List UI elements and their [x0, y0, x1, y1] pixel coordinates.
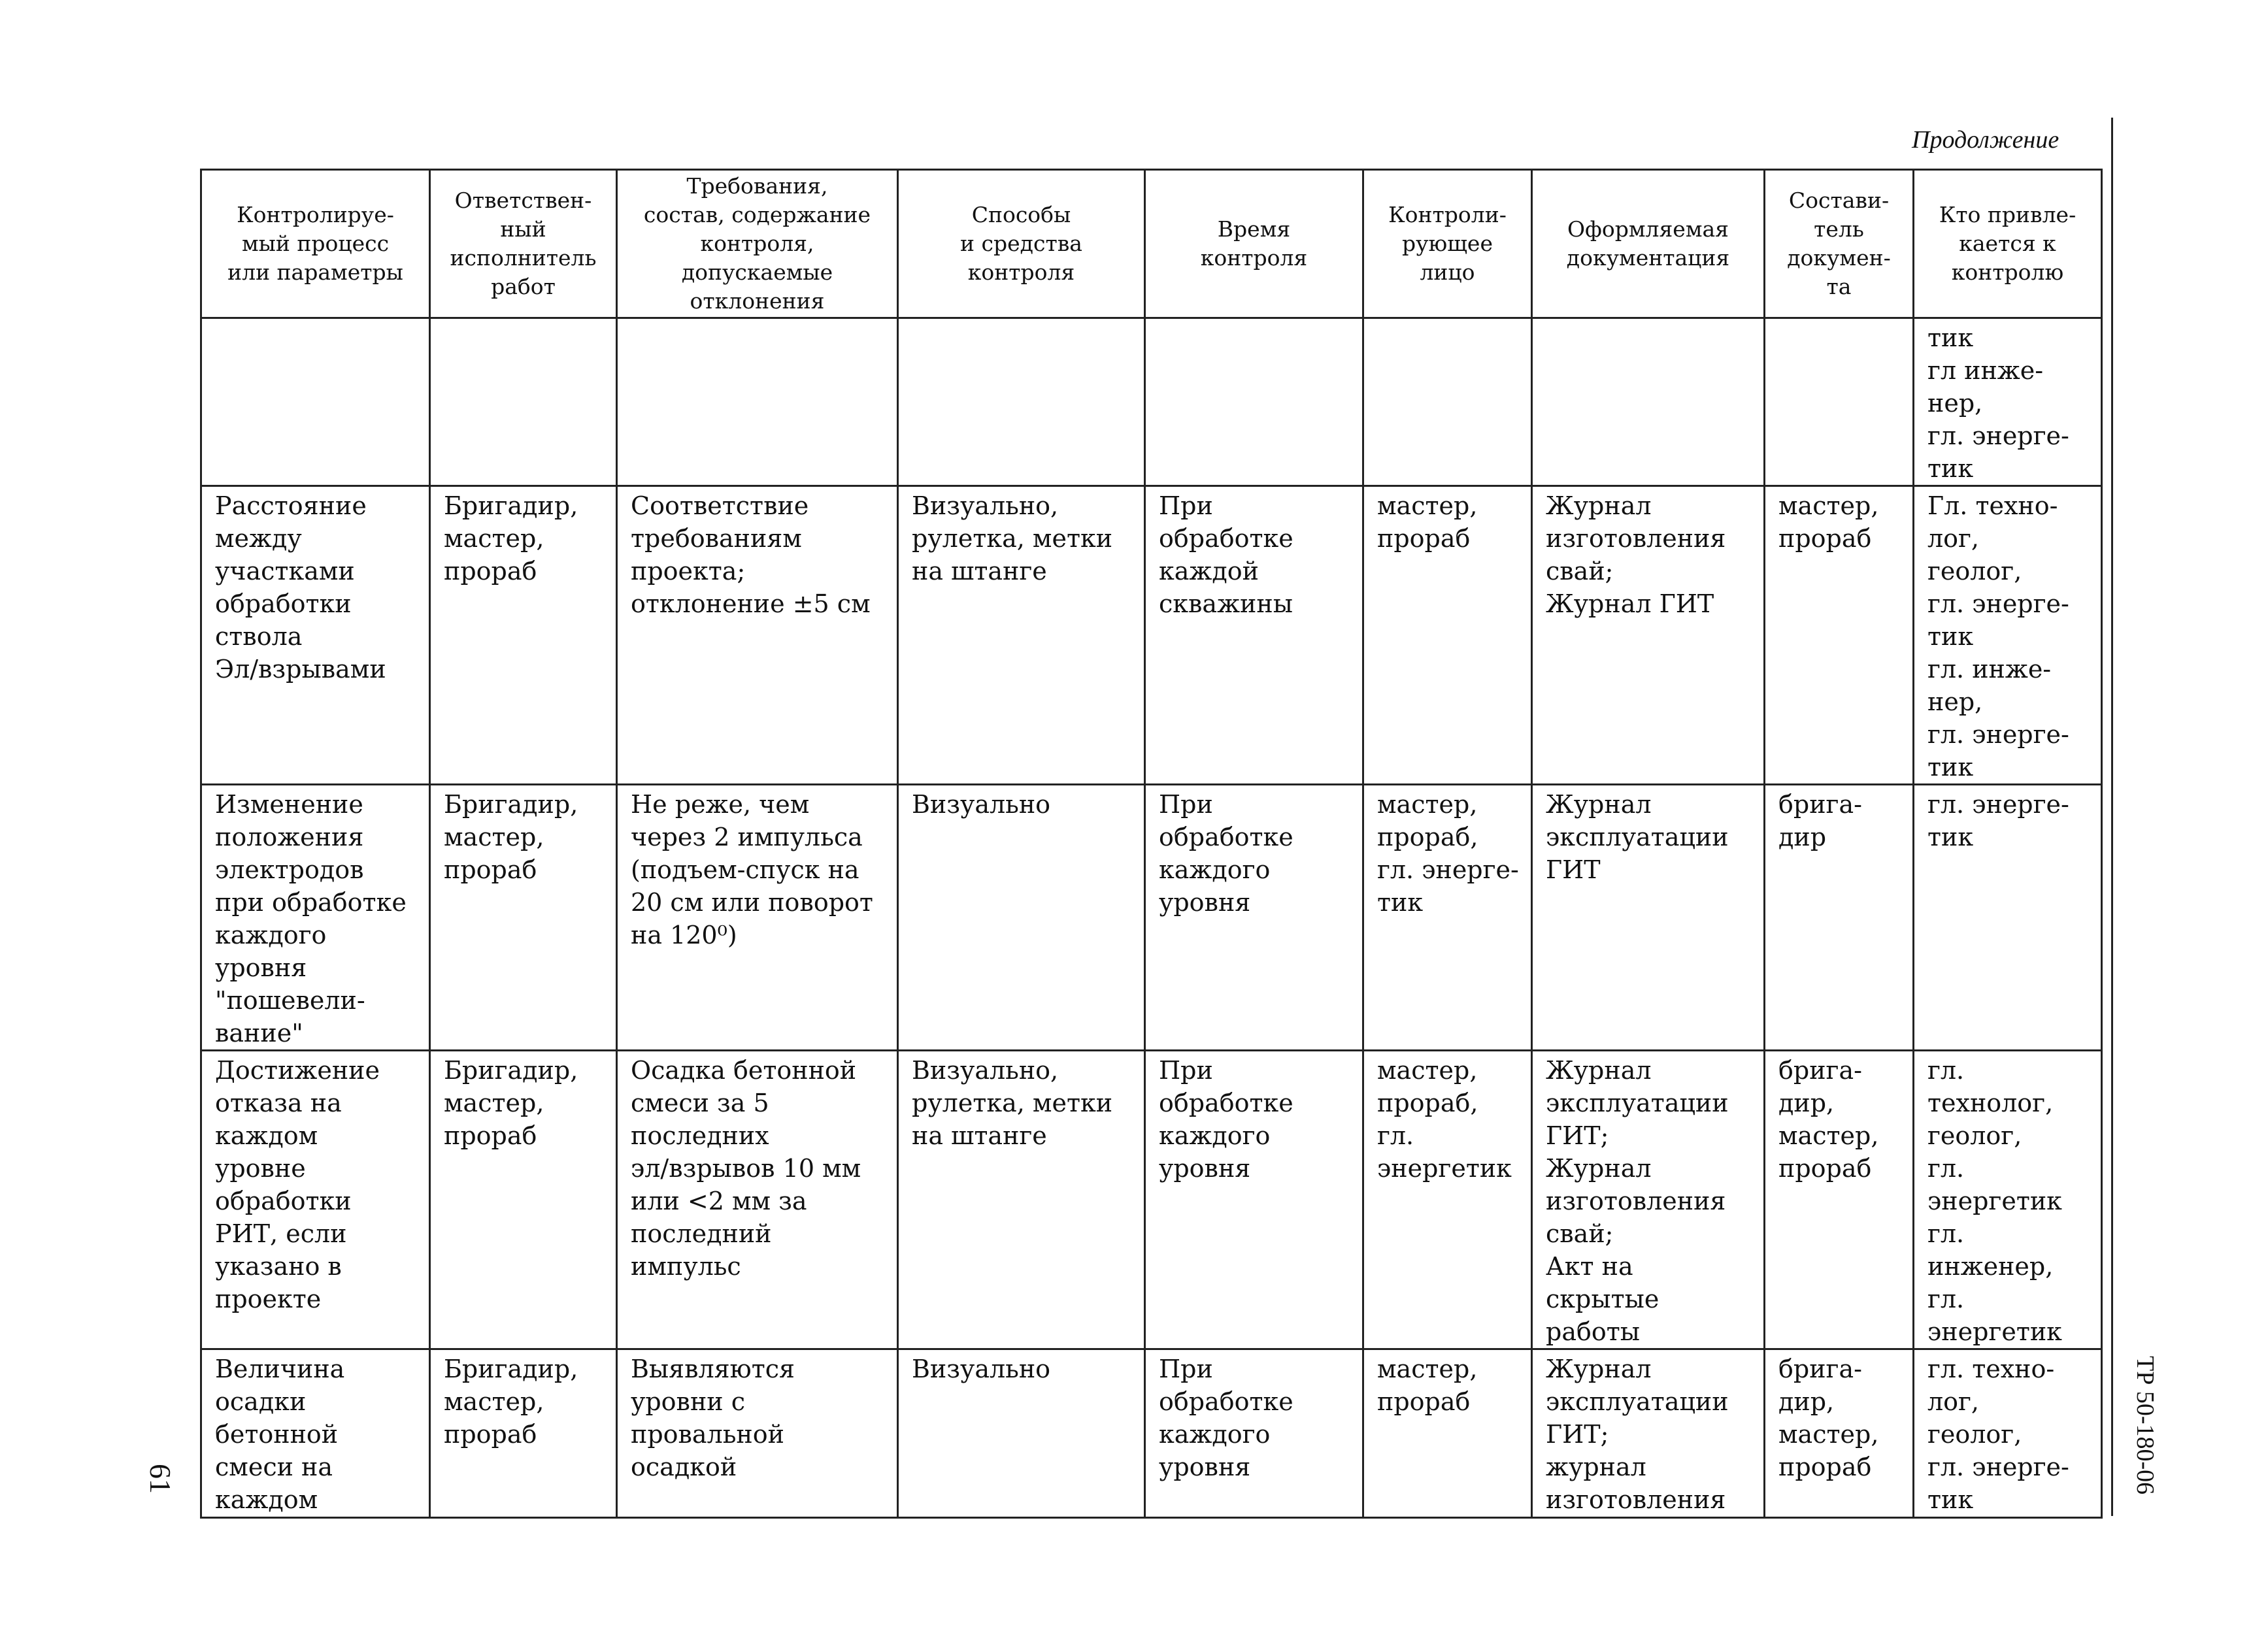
table-cell: Визуально, рулетка, метки на штанге: [898, 486, 1145, 785]
table-row: [201, 785, 2102, 1051]
continuation-label: Продолжение: [1912, 126, 2060, 154]
table-header-row: [201, 170, 2102, 318]
document-code: ТР 50-180-06: [2131, 1356, 2159, 1495]
table-row: [201, 1051, 2102, 1349]
table-cell: [1532, 318, 1765, 486]
table-cell: Визуально, рулетка, метки на штанге: [898, 1051, 1145, 1349]
table-cell: брига- дир: [1765, 785, 1914, 1051]
table-cell: При обработке каждой скважины: [1145, 486, 1363, 785]
table-cell: Бригадир, мастер, прораб: [430, 1349, 617, 1518]
table-cell: мастер, прораб, гл. энерге- тик: [1363, 785, 1532, 1051]
table-cell: тик гл инже- нер, гл. энерге- тик: [1914, 318, 2102, 486]
table-cell: При обработке каждого уровня: [1145, 785, 1363, 1051]
table-cell: [1765, 318, 1914, 486]
table-cell: Осадка бетонной смеси за 5 последних эл/взрывов 10 мм или <2 мм за последний импульс: [617, 1051, 898, 1349]
table-cell: Соответствие требованиям проекта; отклонение ±5 см: [617, 486, 898, 785]
table-cell: При обработке каждого уровня: [1145, 1051, 1363, 1349]
table-cell: Визуально: [898, 1349, 1145, 1518]
table-cell: Бригадир, мастер, прораб: [430, 486, 617, 785]
table-cell: гл. техно- лог, геолог, гл. энерге- тик: [1914, 1349, 2102, 1518]
header-cell-documentation: Оформляемая документация: [1532, 170, 1765, 318]
table-cell: мастер, прораб, гл. энергетик: [1363, 1051, 1532, 1349]
table-row: [201, 318, 2102, 486]
page-number: 61: [144, 1464, 177, 1494]
table-cell: брига- дир, мастер, прораб: [1765, 1051, 1914, 1349]
header-cell-time: Время контроля: [1145, 170, 1363, 318]
table-cell: [1363, 318, 1532, 486]
table-cell: Не реже, чем через 2 импульса (подъем-спуск на 20 см или поворот на 120⁰): [617, 785, 898, 1051]
header-cell-requirements: Требования, состав, содержание контроля, допускаемые отклонения: [617, 170, 898, 318]
table-cell: [898, 318, 1145, 486]
table-cell: Изменение положения электродов при обработке каждого уровня "пошевели- вание": [201, 785, 430, 1051]
table-cell: гл. энерге- тик: [1914, 785, 2102, 1051]
table-cell: Журнал эксплуатации ГИТ; Журнал изготовления свай; Акт на скрытые работы: [1532, 1051, 1765, 1349]
table-cell: Журнал эксплуатации ГИТ; журнал изготовления: [1532, 1349, 1765, 1518]
header-cell-controller: Контроли- рующее лицо: [1363, 170, 1532, 318]
table-row: [201, 1349, 2102, 1518]
table-cell: Бригадир, мастер, прораб: [430, 1051, 617, 1349]
quality-control-table: [200, 169, 2103, 1519]
table-cell: Величина осадки бетонной смеси на каждом: [201, 1349, 430, 1518]
table-cell: гл. технолог, геолог, гл. энергетик гл. инженер, гл. энергетик: [1914, 1051, 2102, 1349]
table-cell: мастер, прораб: [1765, 486, 1914, 785]
table-cell: Гл. техно- лог, геолог, гл. энерге- тик гл. инже- нер, гл. энерге- тик: [1914, 486, 2102, 785]
table-cell: Визуально: [898, 785, 1145, 1051]
table-cell: Расстояние между участками обработки ствола Эл/взрывами: [201, 486, 430, 785]
table-cell: мастер, прораб: [1363, 1349, 1532, 1518]
table-cell: Бригадир, мастер, прораб: [430, 785, 617, 1051]
header-cell-methods: Способы и средства контроля: [898, 170, 1145, 318]
table-cell: [201, 318, 430, 486]
table-cell: Достижение отказа на каждом уровне обработки РИТ, если указано в проекте: [201, 1051, 430, 1349]
header-cell-doc-author: Состави- тель докумен- та: [1765, 170, 1914, 318]
table-cell: [617, 318, 898, 486]
header-cell-executor: Ответствен- ный исполнитель работ: [430, 170, 617, 318]
page-margin-rule: [2111, 118, 2113, 1516]
table-cell: При обработке каждого уровня: [1145, 1349, 1363, 1518]
header-cell-involved: Кто привле- кается к контролю: [1914, 170, 2102, 318]
table-cell: [430, 318, 617, 486]
table-cell: [1145, 318, 1363, 486]
table-cell: Журнал изготовления свай; Журнал ГИТ: [1532, 486, 1765, 785]
table-cell: мастер, прораб: [1363, 486, 1532, 785]
table-cell: Выявляются уровни с провальной осадкой: [617, 1349, 898, 1518]
header-cell-process: Контролируе- мый процесс или параметры: [201, 170, 430, 318]
table-cell: Журнал эксплуатации ГИТ: [1532, 785, 1765, 1051]
table-cell: брига- дир, мастер, прораб: [1765, 1349, 1914, 1518]
table-row: [201, 486, 2102, 785]
